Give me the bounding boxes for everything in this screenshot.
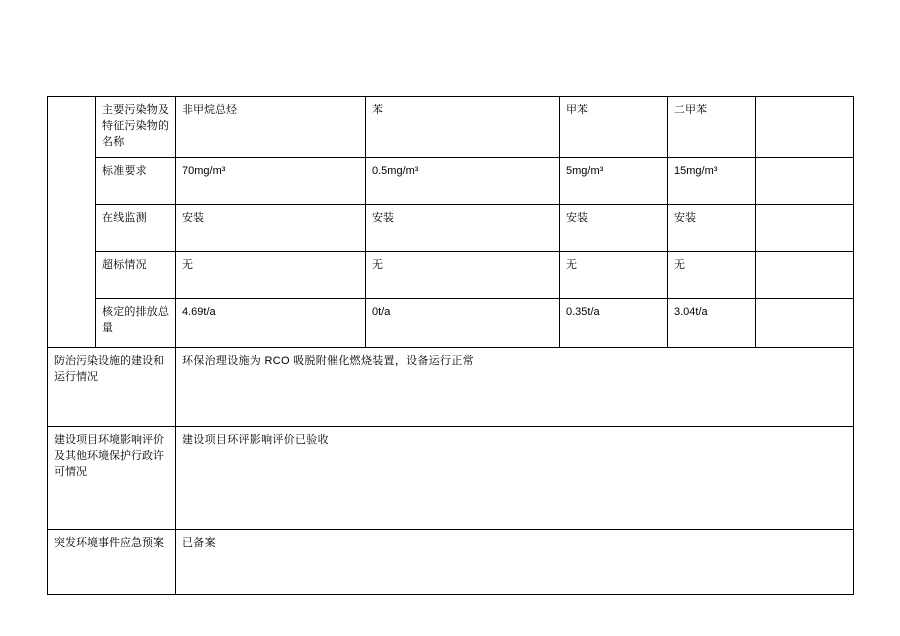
block-label-eia-approval: 建设项目环境影响评价及其他环境保护行政许可情况	[48, 426, 176, 529]
row-group-label	[48, 97, 96, 348]
cell-online-monitor-4: 安装	[668, 204, 756, 251]
cell-pollutant-name-3: 甲苯	[560, 97, 668, 158]
cell-online-monitor-5	[756, 204, 854, 251]
block-value-emergency-plan: 已备案	[176, 529, 854, 594]
cell-exceedance-2: 无	[366, 251, 560, 298]
table-row	[48, 204, 854, 251]
pollutant-info-table	[47, 96, 854, 595]
cell-online-monitor-1: 安装	[176, 204, 366, 251]
cell-pollutant-name-5	[756, 97, 854, 158]
cell-pollutant-name-2: 苯	[366, 97, 560, 158]
cell-online-monitor-3: 安装	[560, 204, 668, 251]
row-label-standard: 标准要求	[96, 157, 176, 204]
block-value-eia-approval: 建设项目环评影响评价已验收	[176, 426, 854, 529]
row-label-pollutant-name: 主要污染物及特征污染物的名称	[96, 97, 176, 158]
row-label-total-emission: 核定的排放总量	[96, 298, 176, 347]
cell-online-monitor-2: 安装	[366, 204, 560, 251]
table-row	[48, 426, 854, 529]
table-row	[48, 97, 854, 158]
cell-pollutant-name-4: 二甲苯	[668, 97, 756, 158]
cell-total-emission-2: 0t/a	[366, 298, 560, 347]
table-row	[48, 251, 854, 298]
cell-total-emission-4: 3.04t/a	[668, 298, 756, 347]
table-row	[48, 157, 854, 204]
cell-pollutant-name-1: 非甲烷总烃	[176, 97, 366, 158]
cell-standard-2: 0.5mg/m³	[366, 157, 560, 204]
cell-exceedance-1: 无	[176, 251, 366, 298]
cell-exceedance-4: 无	[668, 251, 756, 298]
cell-standard-1: 70mg/m³	[176, 157, 366, 204]
cell-total-emission-1: 4.69t/a	[176, 298, 366, 347]
block-label-facility-operation: 防治污染设施的建设和运行情况	[48, 347, 176, 426]
row-label-online-monitor: 在线监测	[96, 204, 176, 251]
cell-exceedance-3: 无	[560, 251, 668, 298]
cell-standard-4: 15mg/m³	[668, 157, 756, 204]
cell-total-emission-5	[756, 298, 854, 347]
table-row	[48, 298, 854, 347]
table-row	[48, 529, 854, 594]
block-value-facility-operation: 环保治理设施为 RCO 吸脱附催化燃烧装置，设备运行正常	[176, 347, 854, 426]
table-row	[48, 347, 854, 426]
row-label-exceedance: 超标情况	[96, 251, 176, 298]
cell-standard-3: 5mg/m³	[560, 157, 668, 204]
block-label-emergency-plan: 突发环境事件应急预案	[48, 529, 176, 594]
cell-standard-5	[756, 157, 854, 204]
cell-exceedance-5	[756, 251, 854, 298]
cell-total-emission-3: 0.35t/a	[560, 298, 668, 347]
